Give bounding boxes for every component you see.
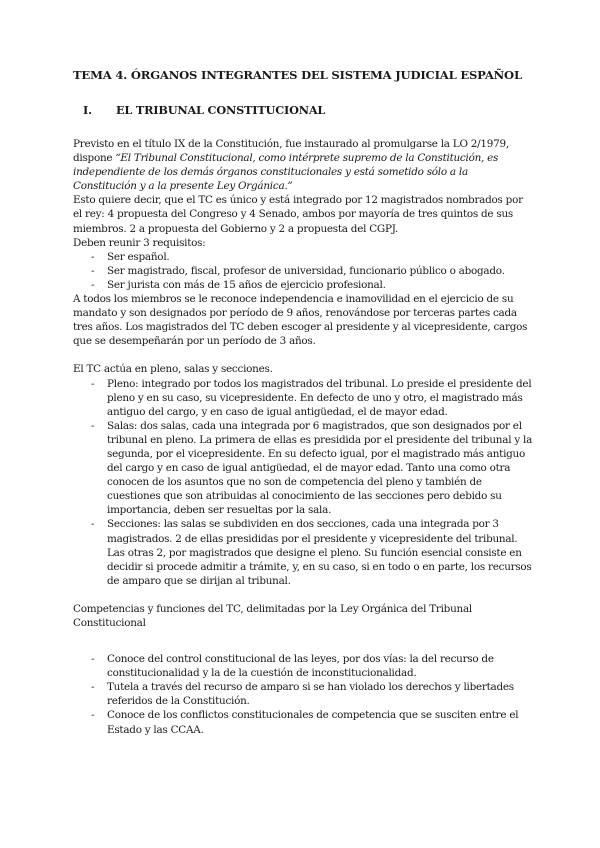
list-item: - Conoce del control constitucional de las leyes, por dos vías: la del recurso de constitucionalidad y la de la cuestión de inconstitucionalidad. [91, 652, 533, 680]
list-item: - Ser jurista con más de 15 años de ejercicio profesional. [91, 278, 533, 292]
section-number: I. [83, 103, 92, 117]
composition-paragraph: Esto quiere decir, que el TC es único y está integrado por 12 magistrados nombrados por el rey: 4 propuesta del Congreso y 4 Senado, ambos por mayoría de tres quintos de sus miembros. 2 a propuesta del Gobierno y 2 a propuesta del CGPJ. [73, 194, 523, 235]
intro-lead: Previsto en el título IX de la Constitución, fue instaurado al promulgarse la LO 2/1979, dispone [73, 138, 509, 165]
list-item: - Ser magistrado, fiscal, profesor de universidad, funcionario público o abogado. [91, 264, 533, 278]
competences-lead: Competencias y funciones del TC, delimitadas por la Ley Orgánica del Tribunal Constitucional [73, 602, 472, 629]
organization-lead: El TC actúa en pleno, salas y secciones. [73, 363, 273, 376]
competences-list [73, 652, 533, 737]
intro-paragraph [73, 137, 533, 193]
section-title: EL TRIBUNAL CONSTITUCIONAL [116, 103, 326, 117]
list-item: - Tutela a través del recurso de amparo si se han violado los derechos y libertades referidos de la Constitución. [91, 680, 533, 708]
list-item: - Secciones: las salas se subdividen en dos secciones, cada una integrada por 3 magistrados. 2 de ellas presididas por el presidente y vicepresidente del tribunal. Las otras 2, por magistrados que designe el pleno. Su función esencial consiste en decidir si procede admitir a trámite, y, en su caso, si en todo o en parte, los recursos de amparo que se dirijan al tribunal. [91, 517, 533, 587]
document-page [73, 68, 533, 737]
list-item: - Conoce de los conflictos constitucionales de competencia que se susciten entre el Estado y las CCAA. [91, 708, 533, 736]
list-item: - Ser español. [91, 250, 533, 264]
independence-paragraph: A todos los miembros se le reconoce independencia e inamovilidad en el ejercicio de su mandato y son designados por período de 9 años, renovándose por terceras partes cada tres años. Los magistrados del TC deben escoger al presidente y al vicepresidente, cargos que se desempeñarán por un período de 3 años. [73, 293, 528, 348]
list-item: - Salas: dos salas, cada una integrada por 6 magistrados, que son designados por el tribunal en pleno. La primera de ellas es presidida por el presidente del tribunal y la segunda, por el vicepresidente. En su defecto igual, por el magistrado más antiguo del cargo y en caso de igual antigüedad, el de mayor edad. Tanto una como otra conocen de los asuntos que no son de competencia del pleno y también de cuestiones que son atribuidas al conocimiento de las secciones pero debido su importancia, deben ser resueltas por la sala. [91, 419, 533, 518]
requirements-list [73, 250, 533, 292]
section-heading [73, 103, 533, 117]
page-title: TEMA 4. ÓRGANOS INTEGRANTES DEL SISTEMA JUDICIAL ESPAÑOL [73, 68, 522, 82]
requirements-lead: Deben reunir 3 requisitos: [73, 236, 206, 249]
intro-quote: “El Tribunal Constitucional, como intérprete supremo de la Constitución, es independiente de los demás órganos constitucionales y está sometido sólo a la Constitución y a la presente Ley Orgánica.” [73, 152, 499, 193]
organization-list [73, 377, 533, 588]
list-item: - Pleno: integrado por todos los magistrados del tribunal. Lo preside el presidente del pleno y en su caso, su vicepresidente. En defecto de uno y otro, el magistrado más antiguo del cargo, y en caso de igual antigüedad, el de mayor edad. [91, 377, 533, 419]
